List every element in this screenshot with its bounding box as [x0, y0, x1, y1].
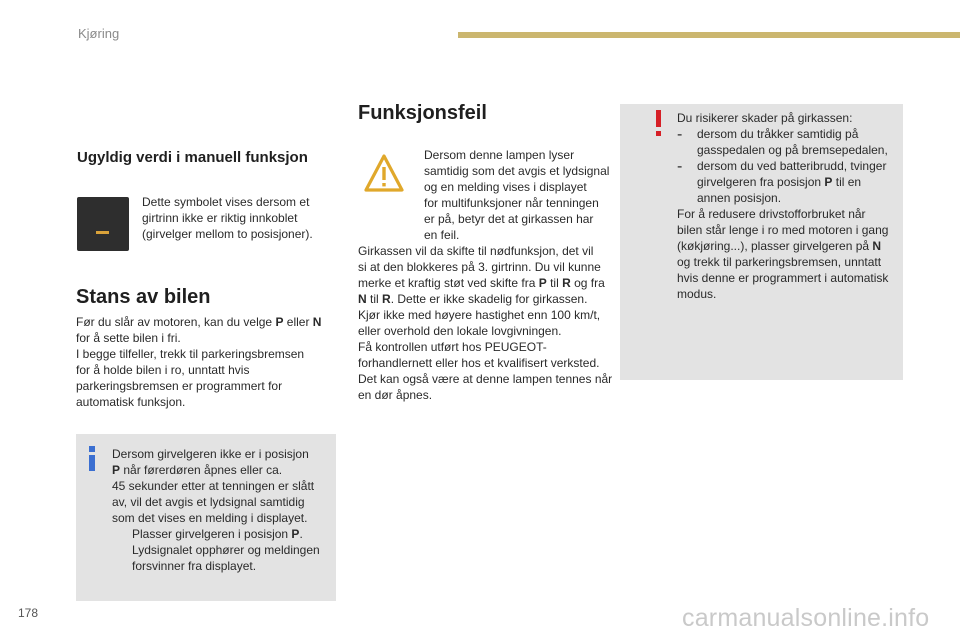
section-title-malfunction: Funksjonsfeil: [358, 102, 487, 124]
info-icon: [85, 446, 99, 474]
watermark: carmanualsonline.info: [682, 604, 930, 632]
section-title-invalid-value: Ugyldig verdi i manuell funksjon: [77, 149, 308, 166]
info-box-text: Dersom girvelgeren ikke er i posisjon P når førerdøren åpnes eller ca. 45 sekunder etter at tenningen er slått av, vil det avgis et lydsignal samtidig som det vises en melding i displayet. Plasser girvelgeren i posisjon P. Lydsignalet opphører og meldingen forsvinner fra displayet.: [112, 446, 332, 574]
exclamation-icon: [654, 110, 664, 136]
page-number: 178: [18, 606, 39, 620]
stopping-paragraph: Før du slår av motoren, kan du velge P eller N for å sette bilen i fri. I begge tilfeller, trekk til parkeringsbremsen for å holde bilen i ro, unntatt hvis parkeringsbremsen er programmert for automatisk funksjon.: [76, 315, 322, 409]
symbol-description: Dette symbolet vises dersom et girtrinn ikke er riktig innkoblet (girvelger mellom to posisjoner).: [142, 195, 313, 241]
running-header: Kjøring: [78, 26, 120, 41]
header-accent-bar: [458, 32, 960, 38]
section-title-stopping: Stans av bilen: [76, 286, 211, 308]
warning-lamp-text: Dersom denne lampen lyser samtidig som det avgis et lydsignal og en melding vises i displayet for multifunksjoner når tenningen er på, betyr det at girkassen har en feil.: [424, 148, 610, 242]
warning-bullet-1: - dersom du tråkker samtidig på gasspedalen og på bremsepedalen,: [677, 126, 888, 157]
info-bullet: Plasser girvelgeren i posisjon P. Lydsignalet opphører og meldingen forsvinner fra displayet.: [132, 527, 320, 573]
gear-fault-icon: [77, 197, 129, 251]
warning-box-text: Du risikerer skader på girkassen: - dersom du tråkker samtidig på gasspedalen og på bremsepedalen, - dersom du ved batteribrudd, tvinger girvelgeren fra posisjon P til en annen posisjon. For å redusere drivstofforbruket når bilen står lenge i ro med motoren i gang (køkjøring...), plasser girvelgeren på N og trekk til parkeringsbremsen, unntatt hvis denne er programmert i automatisk modus.: [677, 110, 899, 302]
warning-bullet-2: - dersom du ved batteribrudd, tvinger girvelgeren fra posisjon P til en annen posisjon.: [677, 158, 887, 205]
malfunction-paragraph: Girkassen vil da skifte til nødfunksjon, det vil si at den blokkeres på 3. girtrinn. Du vil kunne merke et kraftig støt ved skifte fra P til R og fra N til R. Dette er ikke skadelig for girkassen. Kjør ikke med høyere hastighet enn 100 km/t, eller overhold den lokale lovgivningen. Få kontrollen utført hos PEUGEOT- forhandlernett eller hos et kvalifisert verksted. Det kan også være at denne lampen tennes når en dør åpnes.: [358, 244, 613, 402]
warning-triangle-icon: [363, 153, 405, 193]
